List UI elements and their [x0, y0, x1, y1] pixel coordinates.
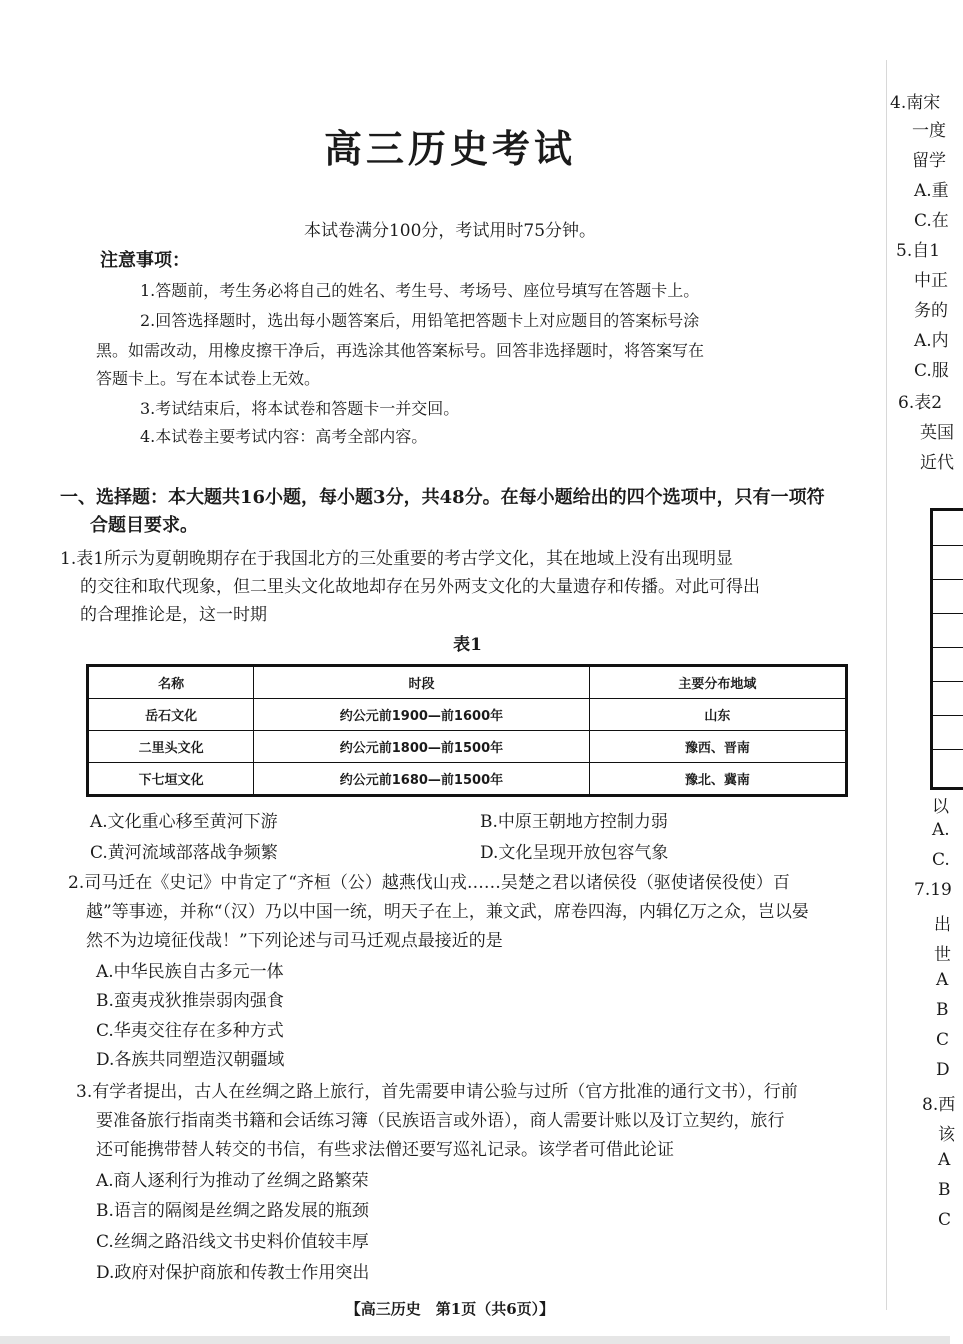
section-1-heading-line-2: 合题目要求。: [90, 515, 198, 536]
page-footer: 【高三历史 第1页（共6页）】: [345, 1300, 555, 1318]
notice-item-4: 4.本试卷主要考试内容：高考全部内容。: [140, 427, 428, 446]
table-cell: 约公元前1800—前1500年: [254, 731, 589, 763]
exam-title: 高三历史考试: [323, 127, 576, 171]
next-page-fragment: A.内: [914, 331, 949, 351]
table-rule: [933, 715, 963, 716]
question-3-option-c: C.丝绸之路沿线文书史料价值较丰厚: [96, 1232, 369, 1252]
question-3-stem-line-1: 3.有学者提出，古人在丝绸之路上旅行，首先需要申请公验与过所（官方批准的通行文书），行前: [76, 1082, 798, 1102]
table-cell: 二里头文化: [88, 731, 254, 763]
question-2-stem-line-1: 2.司马迁在《史记》中肯定了“齐桓（公）越燕伐山戎……吴楚之君以诸侯役（驱使诸侯役使）百: [68, 873, 790, 893]
question-1-option-a: A.文化重心移至黄河下游: [90, 812, 278, 832]
table-cell: 约公元前1900—前1600年: [254, 699, 589, 731]
next-page-table-edge: [930, 508, 963, 790]
next-page-fragment: 中正: [914, 271, 948, 291]
table-cell: 豫西、晋南: [589, 731, 846, 763]
notice-item-2-line-3: 答题卡上。写在本试卷上无效。: [96, 369, 321, 388]
next-page-fragment: C.: [932, 850, 950, 870]
next-page-fragment: 务的: [914, 301, 948, 321]
next-page-fragment: 世: [934, 945, 951, 965]
next-page-fragment: C: [938, 1210, 952, 1230]
notice-heading: 注意事项：: [100, 250, 190, 271]
next-page-fragment: 以: [932, 797, 949, 817]
question-1-stem-line-2: 的交往和取代现象，但二里头文化故地却存在另外两支文化的大量遗存和传播。对此可得出: [80, 577, 760, 597]
question-1-stem-line-3: 的合理推论是，这一时期: [80, 605, 267, 625]
question-1-option-b: B.中原王朝地方控制力弱: [480, 812, 668, 832]
next-page-fragment: A.重: [914, 181, 949, 201]
question-2-option-d: D.各族共同塑造汉朝疆域: [96, 1050, 285, 1070]
table-cell: 豫北、冀南: [589, 763, 846, 796]
question-2-stem-line-2: 越”等事迹，并称“（汉）乃以中国一统，明天子在上，兼文武，席卷四海，内辑亿万之众，岂以晏: [86, 902, 809, 922]
question-3-option-a: A.商人逐利行为推动了丝绸之路繁荣: [96, 1171, 369, 1191]
next-page-fragment: 该: [938, 1125, 955, 1145]
question-1-stem-line-1: 1.表1所示为夏朝晚期存在于我国北方的三处重要的考古学文化，其在地域上没有出现明显: [60, 549, 734, 569]
table-1: [86, 664, 848, 797]
next-page-fragment: 英国: [920, 423, 954, 443]
question-3-option-b: B.语言的隔阂是丝绸之路发展的瓶颈: [96, 1201, 369, 1221]
table-cell: 下七垣文化: [88, 763, 254, 796]
question-2-option-b: B.蛮夷戎狄推崇弱肉强食: [96, 991, 284, 1011]
table-row: [88, 699, 847, 731]
question-2-option-c: C.华夷交往存在多种方式: [96, 1021, 284, 1041]
next-page-fragment: C.服: [914, 361, 949, 381]
notice-item-2-line-2: 黑。如需改动，用橡皮擦干净后，再选涂其他答案标号。回答非选择题时，将答案写在: [96, 341, 705, 360]
next-page-fragment: 5.自1: [896, 241, 941, 261]
table-rule: [933, 545, 963, 546]
notice-item-2-line-1: 2.回答选择题时，选出每小题答案后，用铅笔把答题卡上对应题目的答案标号涂: [140, 311, 700, 330]
table-rule: [933, 749, 963, 750]
next-page-fragment: 8.西: [922, 1095, 956, 1115]
next-page-fragment: 近代: [920, 453, 954, 473]
next-page-fragment: C.在: [914, 211, 949, 231]
table-cell: 山东: [589, 699, 846, 731]
question-3-stem-line-3: 还可能携带替人转交的书信，有些求法僧还要写巡礼记录。该学者可借此论证: [96, 1140, 674, 1160]
next-page-fragment: B: [936, 1000, 949, 1020]
next-page-fragment: B: [938, 1180, 951, 1200]
table-rule: [933, 681, 963, 682]
question-1-option-c: C.黄河流域部落战争频繁: [90, 843, 278, 863]
table-1-caption: 表1: [453, 635, 482, 655]
table-row: [88, 731, 847, 763]
table-rule: [933, 579, 963, 580]
table-rule: [933, 647, 963, 648]
next-page-fragment: A: [936, 970, 949, 990]
question-1-option-d: D.文化呈现开放包容气象: [480, 843, 669, 863]
next-page-fragment: 出: [934, 915, 951, 935]
table-header-cell: 主要分布地域: [589, 666, 846, 699]
exam-subtitle: 本试卷满分100分，考试用时75分钟。: [303, 221, 597, 241]
table-rule: [933, 613, 963, 614]
next-page-fragment: 4.南宋: [890, 93, 941, 113]
question-3-stem-line-2: 要准备旅行指南类书籍和会话练习簿（民族语言或外语），商人需要计账以及订立契约，旅行: [96, 1111, 785, 1131]
next-page-fragment: 一度: [912, 121, 946, 141]
table-header-cell: 名称: [88, 666, 254, 699]
next-page-fragment: 留学: [912, 151, 946, 171]
next-page-fragment: C: [936, 1030, 950, 1050]
table-header-row: [88, 666, 847, 699]
table-cell: 岳石文化: [88, 699, 254, 731]
section-1-heading-line-1: 一、选择题：本大题共16小题，每小题3分，共48分。在每小题给出的四个选项中，只有一项符: [60, 487, 825, 508]
next-page-fragment: D: [936, 1060, 950, 1080]
page-gutter: [886, 60, 887, 1310]
notice-item-3: 3.考试结束后，将本试卷和答题卡一并交回。: [140, 399, 460, 418]
table-row: [88, 763, 847, 796]
next-page-fragment: 7.19: [914, 880, 952, 900]
question-2-option-a: A.中华民族自古多元一体: [96, 962, 284, 982]
next-page-fragment: 6.表2: [898, 393, 943, 413]
next-page-fragment: A.: [932, 820, 950, 840]
question-2-stem-line-3: 然不为边境征伐哉！”下列论述与司马迁观点最接近的是: [86, 931, 503, 951]
next-page-fragment: A: [938, 1150, 951, 1170]
scan-bottom-edge: [0, 1336, 950, 1344]
notice-item-1: 1.答题前，考生务必将自己的姓名、考生号、考场号、座位号填写在答题卡上。: [140, 281, 700, 300]
question-3-option-d: D.政府对保护商旅和传教士作用突出: [96, 1263, 370, 1283]
table-header-cell: 时段: [254, 666, 589, 699]
table-cell: 约公元前1680—前1500年: [254, 763, 589, 796]
